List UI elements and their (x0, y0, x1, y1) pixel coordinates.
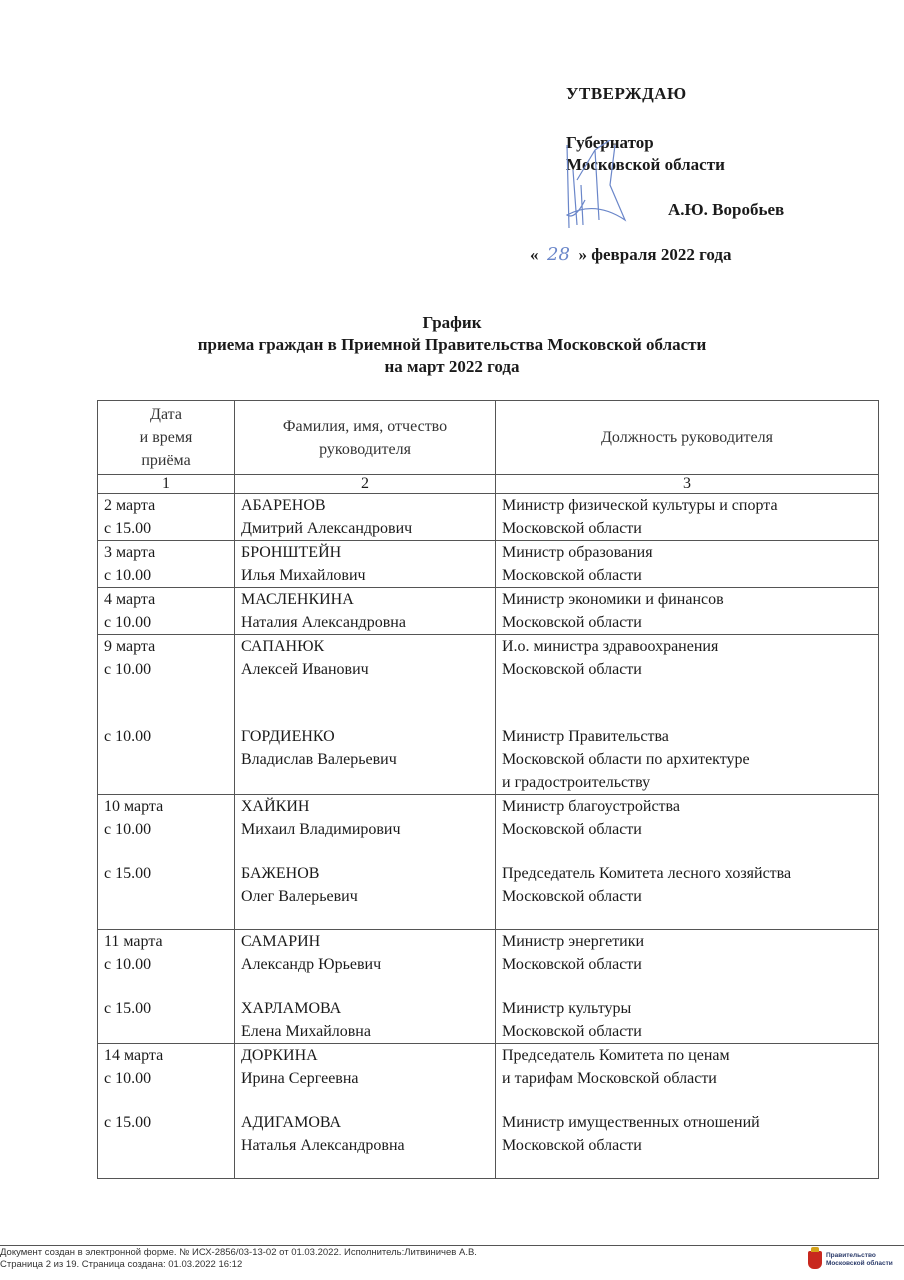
position-cell: Председатель Комитета по ценам и тарифам Московской области Министр имущественных отношений Московской области (496, 1044, 879, 1179)
footer-line-1: Документ создан в электронной форме. № ИСХ-2856/03-13-02 от 01.03.2022. Исполнитель:Литвиничев А.В. (0, 1247, 477, 1258)
approval-date (530, 244, 731, 265)
date-cell: 14 марта с 10.00 с 15.00 (98, 1044, 235, 1179)
column-number: 1 (98, 475, 235, 494)
date-cell: 2 марта с 15.00 (98, 494, 235, 541)
reception-schedule-table (97, 400, 879, 1179)
handwritten-signature-icon (555, 140, 635, 230)
position-cell: Министр экономики и финансов Московской области (496, 588, 879, 635)
date-cell: 11 марта с 10.00 с 15.00 (98, 930, 235, 1044)
name-cell: ХАЙКИН Михаил Владимирович БАЖЕНОВ Олег Валерьевич (235, 795, 496, 930)
moscow-oblast-crest-icon (808, 1251, 822, 1269)
approval-role: Губернатор (566, 133, 654, 152)
table-row (98, 1044, 879, 1179)
column-number: 3 (496, 475, 879, 494)
position-cell: Министр благоустройства Московской области Председатель Комитета лесного хозяйства Московской области (496, 795, 879, 930)
name-cell: АБАРЕНОВ Дмитрий Александрович (235, 494, 496, 541)
date-cell: 3 марта с 10.00 (98, 541, 235, 588)
table-row (98, 541, 879, 588)
handwritten-day: 28 (547, 244, 570, 265)
name-cell: БРОНШТЕЙН Илья Михайлович (235, 541, 496, 588)
table-row (98, 494, 879, 541)
name-cell: МАСЛЕНКИНА Наталия Александровна (235, 588, 496, 635)
column-number-row (98, 475, 879, 494)
table-row (98, 588, 879, 635)
government-logo (808, 1251, 893, 1269)
header-position: Должность руководителя (496, 401, 879, 475)
date-cell: 4 марта с 10.00 (98, 588, 235, 635)
name-cell: САПАНЮК Алексей Иванович ГОРДИЕНКО Владислав Валерьевич (235, 635, 496, 795)
date-rest: » февраля 2022 года (578, 245, 732, 264)
table-header-row (98, 401, 879, 475)
header-full-name: Фамилия, имя, отчество руководителя (235, 401, 496, 475)
approval-signatory-name: А.Ю. Воробьев (668, 200, 785, 219)
position-cell: Министр образования Московской области (496, 541, 879, 588)
title-line-3: на март 2022 года (384, 357, 520, 376)
title-line-2: приема граждан в Приемной Правительства Московской области (197, 335, 707, 354)
name-cell: ДОРКИНА Ирина Сергеевна АДИГАМОВА Наталья Александровна (235, 1044, 496, 1179)
position-cell: Министр физической культуры и спорта Московской области (496, 494, 879, 541)
logo-text: Правительство Московской области (826, 1252, 893, 1267)
date-cell: 10 марта с 10.00 с 15.00 (98, 795, 235, 930)
title-line-1: График (422, 313, 482, 332)
footer-divider (0, 1245, 904, 1246)
footer-document-info (0, 1247, 477, 1271)
date-cell: 9 марта с 10.00 с 10.00 (98, 635, 235, 795)
footer-line-2: Страница 2 из 19. Страница создана: 01.03.2022 16:12 (0, 1259, 243, 1270)
header-date-time: Дата и время приёма (98, 401, 235, 475)
table-row (98, 635, 879, 795)
document-title (0, 312, 904, 378)
approval-role-region: Московской области (566, 155, 725, 174)
column-number: 2 (235, 475, 496, 494)
table-row (98, 930, 879, 1044)
name-cell: САМАРИН Александр Юрьевич ХАРЛАМОВА Елена Михайловна (235, 930, 496, 1044)
date-open-quote: « (530, 245, 539, 264)
approval-title: УТВЕРЖДАЮ (566, 84, 687, 103)
table-row (98, 795, 879, 930)
position-cell: И.о. министра здравоохранения Московской области Министр Правительства Московской области по архитектуре и градостроительству (496, 635, 879, 795)
position-cell: Министр энергетики Московской области Министр культуры Московской области (496, 930, 879, 1044)
